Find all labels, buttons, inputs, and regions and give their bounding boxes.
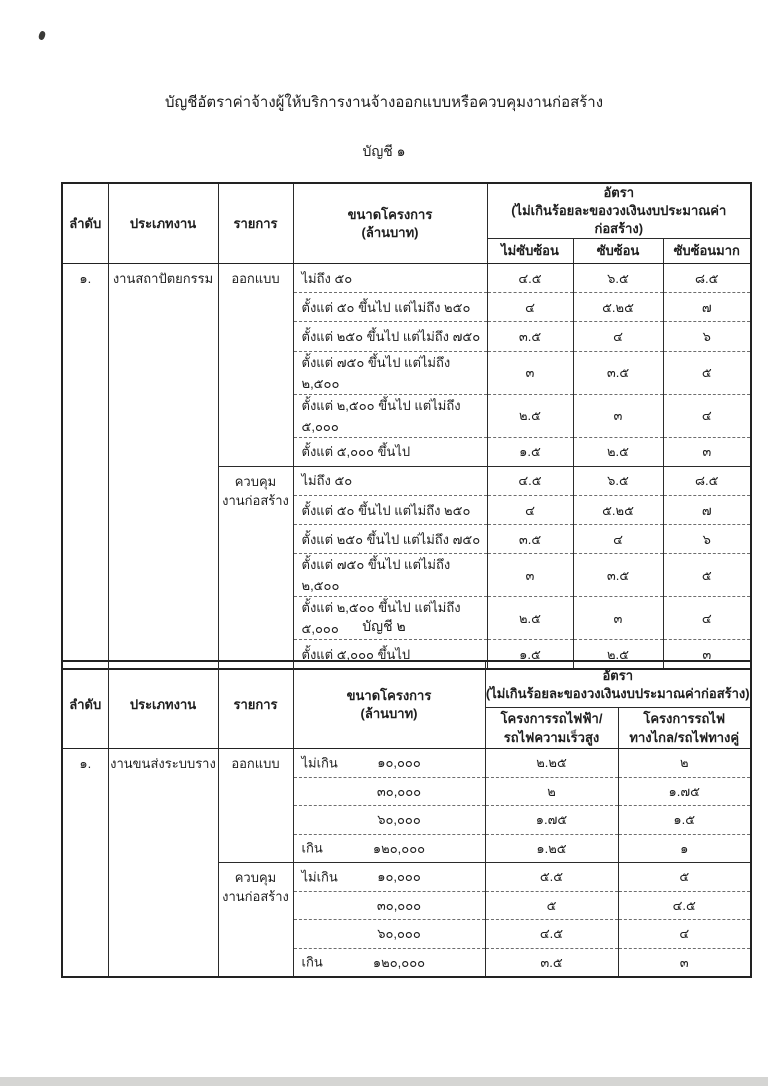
document-title: บัญชีอัตราค่าจ้างผู้ให้บริการงานจ้างออกแบบหรือควบคุมงานก่อสร้าง	[164, 94, 604, 111]
rate-cell: ๔.๕	[618, 891, 751, 920]
size-cell: ตั้งแต่ ๒,๕๐๐ ขึ้นไป แต่ไม่ถึง ๕,๐๐๐	[293, 597, 487, 640]
header-rate-line1: อัตรา	[603, 185, 635, 200]
rate-cell: ๓.๕	[485, 948, 618, 977]
header-worktype: ประเภทงาน	[108, 661, 218, 749]
rate-cell: ๑.๕	[487, 640, 573, 669]
rate-cell: ๒	[618, 749, 751, 778]
size-cell	[293, 948, 485, 977]
item-cell-supervision	[218, 466, 293, 669]
rate-cell: ๔	[487, 293, 573, 322]
size-cell: ตั้งแต่ ๕๐ ขึ้นไป แต่ไม่ถึง ๒๕๐	[293, 495, 487, 524]
header-item: รายการ	[218, 183, 293, 264]
rate-cell: ๑.๕	[618, 806, 751, 835]
rate-cell: ๒	[485, 777, 618, 806]
size-cell	[293, 834, 485, 863]
rate-cell: ๑.๗๕	[485, 806, 618, 835]
rate-cell: ๒.๕	[573, 640, 663, 669]
header-size	[293, 183, 487, 264]
size-cell	[293, 806, 485, 835]
rate-cell: ๕.๕	[485, 863, 618, 892]
header-no: ลำดับ	[62, 183, 108, 264]
rate-cell: ๗	[663, 293, 751, 322]
item-cell-design: ออกแบบ	[218, 264, 293, 467]
rate-table-1	[61, 182, 752, 670]
table2-caption: บัญชี ๒	[362, 618, 406, 634]
rate-cell: ๘.๕	[663, 264, 751, 293]
rate-cell: ๔.๕	[487, 264, 573, 293]
rate-cell: ๓	[487, 554, 573, 597]
size-value: ๓๐,๐๐๐	[376, 783, 422, 799]
subheader-long-distance-train	[618, 708, 751, 749]
subheader-very-complex: ซับซ้อนมาก	[663, 239, 751, 264]
item-supervision-line1: ควบคุม	[234, 870, 277, 885]
worktype-cell: งานขนส่งระบบราง	[108, 749, 218, 977]
header-rate	[487, 183, 751, 239]
table-row	[62, 749, 751, 778]
rate-cell: ๒.๕	[487, 394, 573, 437]
rate-cell: ๖.๕	[573, 466, 663, 495]
item-supervision-line1: ควบคุม	[234, 473, 277, 489]
size-value: ๑๐,๐๐๐	[377, 755, 421, 771]
rate-cell: ๕	[485, 891, 618, 920]
rate-cell: ๘.๕	[663, 466, 751, 495]
rate-cell: ๔	[487, 495, 573, 524]
size-cell	[293, 777, 485, 806]
subheader-electric-train-line2: รถไฟความเร็วสูง	[503, 730, 600, 745]
header-size	[293, 661, 485, 749]
rate-cell: ๑.๗๕	[618, 777, 751, 806]
rate-cell: ๕	[663, 554, 751, 597]
header-rate	[485, 661, 751, 708]
size-qualifier: เกิน	[301, 840, 323, 856]
row-number-cell: ๑.	[62, 264, 108, 670]
size-cell: ตั้งแต่ ๗๕๐ ขึ้นไป แต่ไม่ถึง ๒,๕๐๐	[293, 554, 487, 597]
size-value: ๑๐,๐๐๐	[377, 869, 421, 885]
rate-cell: ๗	[663, 495, 751, 524]
rate-cell: ๖.๕	[573, 264, 663, 293]
subheader-electric-train	[485, 708, 618, 749]
header-no: ลำดับ	[62, 661, 108, 749]
size-cell: ตั้งแต่ ๕๐ ขึ้นไป แต่ไม่ถึง ๒๕๐	[293, 293, 487, 322]
rate-cell: ๔.๕	[487, 466, 573, 495]
rate-cell: ๑.๒๕	[485, 834, 618, 863]
rate-cell: ๒.๒๕	[485, 749, 618, 778]
size-cell: ตั้งแต่ ๕,๐๐๐ ขึ้นไป	[293, 437, 487, 466]
rate-cell: ๖	[663, 322, 751, 351]
size-cell	[293, 749, 485, 778]
rate-table-2	[61, 660, 752, 978]
header-size-line2: (ล้านบาท)	[360, 706, 418, 721]
size-cell: ตั้งแต่ ๒๕๐ ขึ้นไป แต่ไม่ถึง ๗๕๐	[293, 322, 487, 351]
header-item: รายการ	[218, 661, 293, 749]
rate-cell: ๔	[663, 394, 751, 437]
rate-cell: ๓.๕	[573, 351, 663, 394]
rate-cell: ๓	[663, 640, 751, 669]
subheader-not-complex: ไม่ซับซ้อน	[487, 239, 573, 264]
size-cell	[293, 891, 485, 920]
size-cell: ไม่ถึง ๕๐	[293, 466, 487, 495]
header-rate-line1: อัตรา	[602, 667, 634, 683]
page-bottom-edge	[0, 1077, 768, 1086]
header-rate-line2: (ไม่เกินร้อยละของวงเงินงบประมาณค่าก่อสร้าง)	[485, 685, 750, 701]
item-supervision-line2: งานก่อสร้าง	[222, 492, 289, 508]
header-worktype: ประเภทงาน	[108, 183, 218, 264]
size-value: ๑๒๐,๐๐๐	[372, 954, 426, 970]
rate-cell: ๒.๕	[487, 597, 573, 640]
table-header-row	[62, 661, 751, 708]
size-qualifier: เกิน	[301, 954, 323, 970]
size-value: ๑๒๐,๐๐๐	[372, 840, 426, 856]
item-supervision-line2: งานก่อสร้าง	[222, 889, 289, 904]
size-value: ๖๐,๐๐๐	[377, 812, 421, 828]
header-rate-line2: (ไม่เกินร้อยละของวงเงินงบประมาณค่าก่อสร้าง)	[511, 203, 727, 236]
rate-cell: ๕	[618, 863, 751, 892]
rate-cell: ๓	[573, 394, 663, 437]
rate-cell: ๓.๕	[487, 322, 573, 351]
item-cell-design: ออกแบบ	[218, 749, 293, 863]
size-cell: ตั้งแต่ ๒๕๐ ขึ้นไป แต่ไม่ถึง ๗๕๐	[293, 525, 487, 554]
rate-cell: ๔	[573, 322, 663, 351]
header-size-line1: ขนาดโครงการ	[347, 206, 433, 222]
rate-cell: ๓	[487, 351, 573, 394]
size-value: ๓๐,๐๐๐	[376, 897, 422, 913]
size-value: ๖๐,๐๐๐	[377, 926, 421, 942]
size-cell: ตั้งแต่ ๕,๐๐๐ ขึ้นไป	[293, 640, 487, 669]
size-cell	[293, 920, 485, 949]
subheader-electric-train-line1: โครงการรถไฟฟ้า/	[500, 711, 603, 726]
rate-cell: ๕.๒๕	[573, 293, 663, 322]
rate-cell: ๖	[663, 525, 751, 554]
table1-caption: บัญชี ๑	[362, 143, 406, 159]
header-size-line1: ขนาดโครงการ	[346, 688, 432, 703]
rate-cell: ๕	[663, 351, 751, 394]
subheader-complex: ซับซ้อน	[573, 239, 663, 264]
rate-cell: ๓	[663, 437, 751, 466]
table-header-row	[62, 183, 751, 239]
header-size-line2: (ล้านบาท)	[361, 224, 419, 240]
subheader-long-distance-train-line1: โครงการรถไฟ	[643, 711, 726, 726]
rate-cell: ๓	[573, 597, 663, 640]
row-number-cell: ๑.	[62, 749, 108, 977]
rate-cell: ๓.๕	[487, 525, 573, 554]
rate-cell: ๑	[618, 834, 751, 863]
rate-cell: ๑.๕	[487, 437, 573, 466]
rate-cell: ๓.๕	[573, 554, 663, 597]
size-qualifier: ไม่เกิน	[301, 869, 338, 885]
item-cell-supervision	[218, 863, 293, 977]
rate-cell: ๕.๒๕	[573, 495, 663, 524]
table-row	[62, 264, 751, 293]
size-cell	[293, 863, 485, 892]
size-cell: ไม่ถึง ๕๐	[293, 264, 487, 293]
scan-artifact	[38, 30, 46, 40]
rate-cell: ๔.๕	[485, 920, 618, 949]
worktype-cell: งานสถาปัตยกรรม	[108, 264, 218, 670]
rate-cell: ๔	[573, 525, 663, 554]
rate-cell: ๒.๕	[573, 437, 663, 466]
rate-cell: ๔	[663, 597, 751, 640]
size-qualifier: ไม่เกิน	[301, 755, 338, 771]
rate-cell: ๔	[618, 920, 751, 949]
size-cell: ตั้งแต่ ๗๕๐ ขึ้นไป แต่ไม่ถึง ๒,๕๐๐	[293, 351, 487, 394]
subheader-long-distance-train-line2: ทางไกล/รถไฟทางคู่	[629, 730, 740, 745]
size-cell: ตั้งแต่ ๒,๕๐๐ ขึ้นไป แต่ไม่ถึง ๕,๐๐๐	[293, 394, 487, 437]
rate-cell: ๓	[618, 948, 751, 977]
